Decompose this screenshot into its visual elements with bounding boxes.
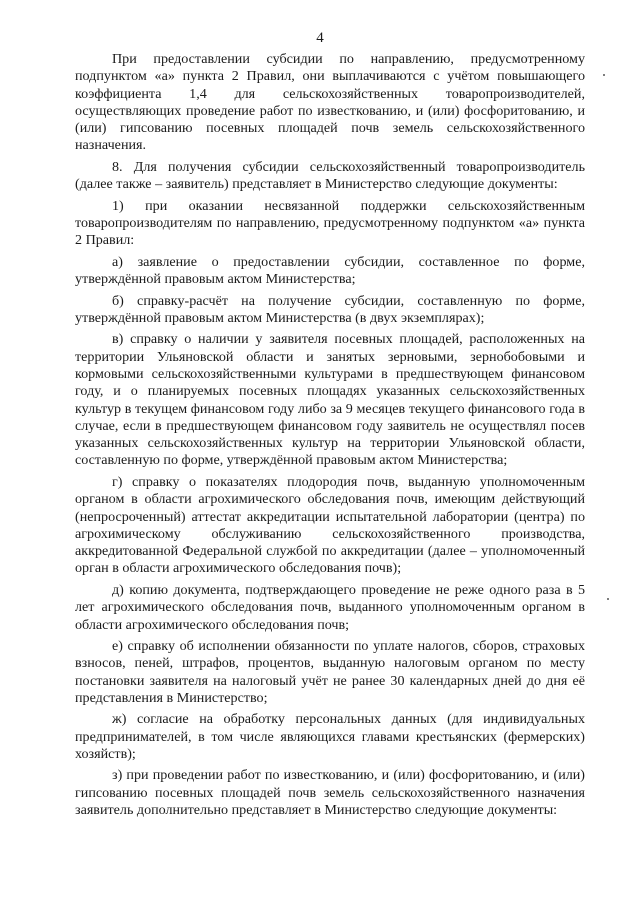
paragraph-subitem-v: в) справку о наличии у заявителя посевных площадей, расположенных на территории Ульяновской области и занятых зерновыми, зернобобовыми и кормовыми сельскохозяйственными культурами в предшествующем финансовом году, и о планируемых посевных площадях указанных сельскохозяйственных культур в текущем финансовом году либо за 9 месяцев текущего финансового года в случае, если в предшествующем финансовом году заявитель не осуществлял посев указанных сельскохозяйственных культур на территории Ульяновской области, составленную по форме, утверждённой правовым актом Министерства; [75, 331, 585, 469]
scan-speck [607, 598, 609, 600]
paragraph-subitem-e: е) справку об исполнении обязанности по уплате налогов, сборов, страховых взносов, пеней, штрафов, процентов, выданную налоговым органом по месту постановки заявителя на налоговый учёт не ранее 30 календарных дней до дня её представления в Министерство; [75, 638, 585, 706]
paragraph-item-8: 8. Для получения субсидии сельскохозяйственный товаропроизводитель (далее также – заявитель) представляет в Министерство следующие документы: [75, 158, 585, 193]
document-body [75, 51, 585, 824]
paragraph-subitem-a: а) заявление о предоставлении субсидии, составленное по форме, утверждённой правовым актом Министерства; [75, 253, 585, 288]
paragraph-subitem-d: д) копию документа, подтверждающего проведение не реже одного раза в 5 лет агрохимического обследования почв, выданного уполномоченным органом в области агрохимического обследования почв; [75, 581, 585, 633]
paragraph-subitem-1: 1) при оказании несвязанной поддержки сельскохозяйственным товаропроизводителям по направлению, предусмотренному подпунктом «а» пункта 2 Правил: [75, 197, 585, 249]
paragraph-subitem-zh: ж) согласие на обработку персональных данных (для индивидуальных предпринимателей, в том числе являющихся главами крестьянских (фермерских) хозяйств); [75, 711, 585, 762]
paragraph-subitem-g: г) справку о показателях плодородия почв, выданную уполномоченным органом в области агрохимического обследования почв, имеющим действующий (непросроченный) аттестат аккредитации испытательной лаборатории (центра) по агрохимическому обслуживанию сельскохозяйственного производства, аккредитованной Федеральной службой по аккредитации (далее – уполномоченный орган в области агрохимического обследования почв); [75, 473, 585, 577]
paragraph-subsidy-coefficient: При предоставлении субсидии по направлению, предусмотренному подпунктом «а» пункта 2 Правил, они выплачиваются с учётом повышающего коэффициента 1,4 для сельскохозяйственных товаропроизводителей, осуществляющих проведение работ по известкованию, и (или) фосфоритованию, и (или) гипсованию посевных площадей почв земель сельскохозяйственного назначения. [75, 51, 585, 154]
paragraph-subitem-b: б) справку-расчёт на получение субсидии, составленную по форме, утверждённой правовым актом Министерства (в двух экземплярах); [75, 292, 585, 326]
paragraph-subitem-z: з) при проведении работ по известкованию, и (или) фосфоритованию, и (или) гипсованию посевных площадей почв земель сельскохозяйственного назначения заявитель дополнительно представляет в Министерство следующие документы: [75, 767, 585, 819]
page-number: 4 [316, 30, 324, 46]
scan-speck [603, 74, 605, 76]
